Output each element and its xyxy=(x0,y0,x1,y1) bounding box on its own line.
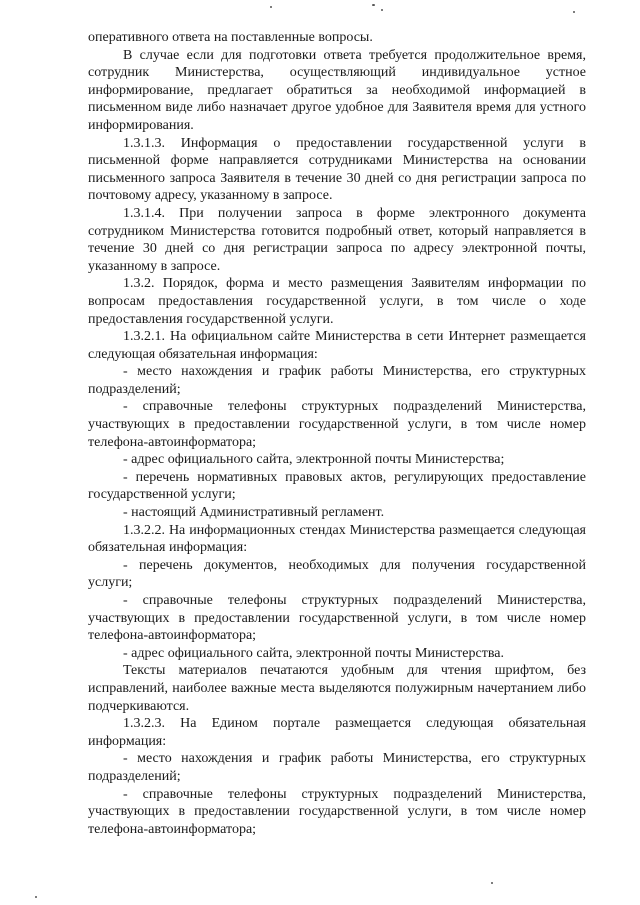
paragraph: В случае если для подготовки ответа требуется продолжительное время, сотрудник Министерства, осуществляющий индивидуальное устное информирование, предлагает обратиться за необходимой информацией в письменном виде либо назначает другое удобное для Заявителя время для устного информирования. xyxy=(88,47,586,133)
scan-speck xyxy=(35,896,37,898)
paragraph: Тексты материалов печатаются удобным для чтения шрифтом, без исправлений, наиболее важные места выделяются полужирным начертанием либо подчеркиваются. xyxy=(88,663,586,714)
paragraph: 1.3.2. Порядок, форма и место размещения Заявителям информации по вопросам предоставления государственной услуги, в том числе о ходе предоставления государственной услуги. xyxy=(88,276,586,327)
paragraph: 1.3.2.2. На информационных стендах Министерства размещается следующая обязательная информация: xyxy=(88,522,586,556)
paragraph: оперативного ответа на поставленные вопросы. xyxy=(88,30,373,45)
scan-speck xyxy=(381,9,383,11)
list-item: - настоящий Административный регламент. xyxy=(123,505,385,521)
scan-speck xyxy=(270,6,272,8)
list-item: - справочные телефоны структурных подразделений Министерства, участвующих в предоставлении государственной услуги, в том числе номер телефона-автоинформатора; xyxy=(88,786,586,837)
list-item: - перечень нормативных правовых актов, регулирующих предоставление государственной услуги; xyxy=(88,469,586,503)
list-item: - адрес официального сайта, электронной почты Министерства. xyxy=(123,645,504,661)
scan-speck xyxy=(372,4,375,6)
list-item: - адрес официального сайта, электронной почты Министерства; xyxy=(123,452,505,468)
scan-speck xyxy=(573,11,575,13)
list-item: - место нахождения и график работы Министерства, его структурных подразделений; xyxy=(88,751,586,784)
list-item: - справочные телефоны структурных подразделений Министерства, участвующих в предоставлении государственной услуги, в том числе номер телефона-автоинформатора; xyxy=(88,399,586,450)
list-item: - перечень документов, необходимых для получения государственной услуги; xyxy=(88,557,586,591)
list-item: - справочные телефоны структурных подразделений Министерства, участвующих в предоставлении государственной услуги, в том числе номер телефона-автоинформатора; xyxy=(88,593,586,644)
scan-speck xyxy=(491,882,493,884)
paragraph: 1.3.1.4. При получении запроса в форме электронного документа сотрудником Министерства готовится подробный ответ, который направляется в течение 30 дней со дня регистрации запроса по адресу электронной почты, указанному в запросе. xyxy=(88,205,586,274)
paragraph: 1.3.2.1. На официальном сайте Министерства в сети Интернет размещается следующая обязательная информация: xyxy=(88,329,586,362)
paragraph: 1.3.1.3. Информация о предоставлении государственной услуги в письменной форме направляется сотрудниками Министерства на основании письменного запроса Заявителя в течение 30 дней со дня регистрации запроса по почтовому адресу, указанному в запросе. xyxy=(88,135,586,204)
list-item: - место нахождения и график работы Министерства, его структурных подразделений; xyxy=(88,364,586,397)
paragraph: 1.3.2.3. На Едином портале размещается следующая обязательная информация: xyxy=(88,716,586,749)
document-body xyxy=(88,29,586,838)
